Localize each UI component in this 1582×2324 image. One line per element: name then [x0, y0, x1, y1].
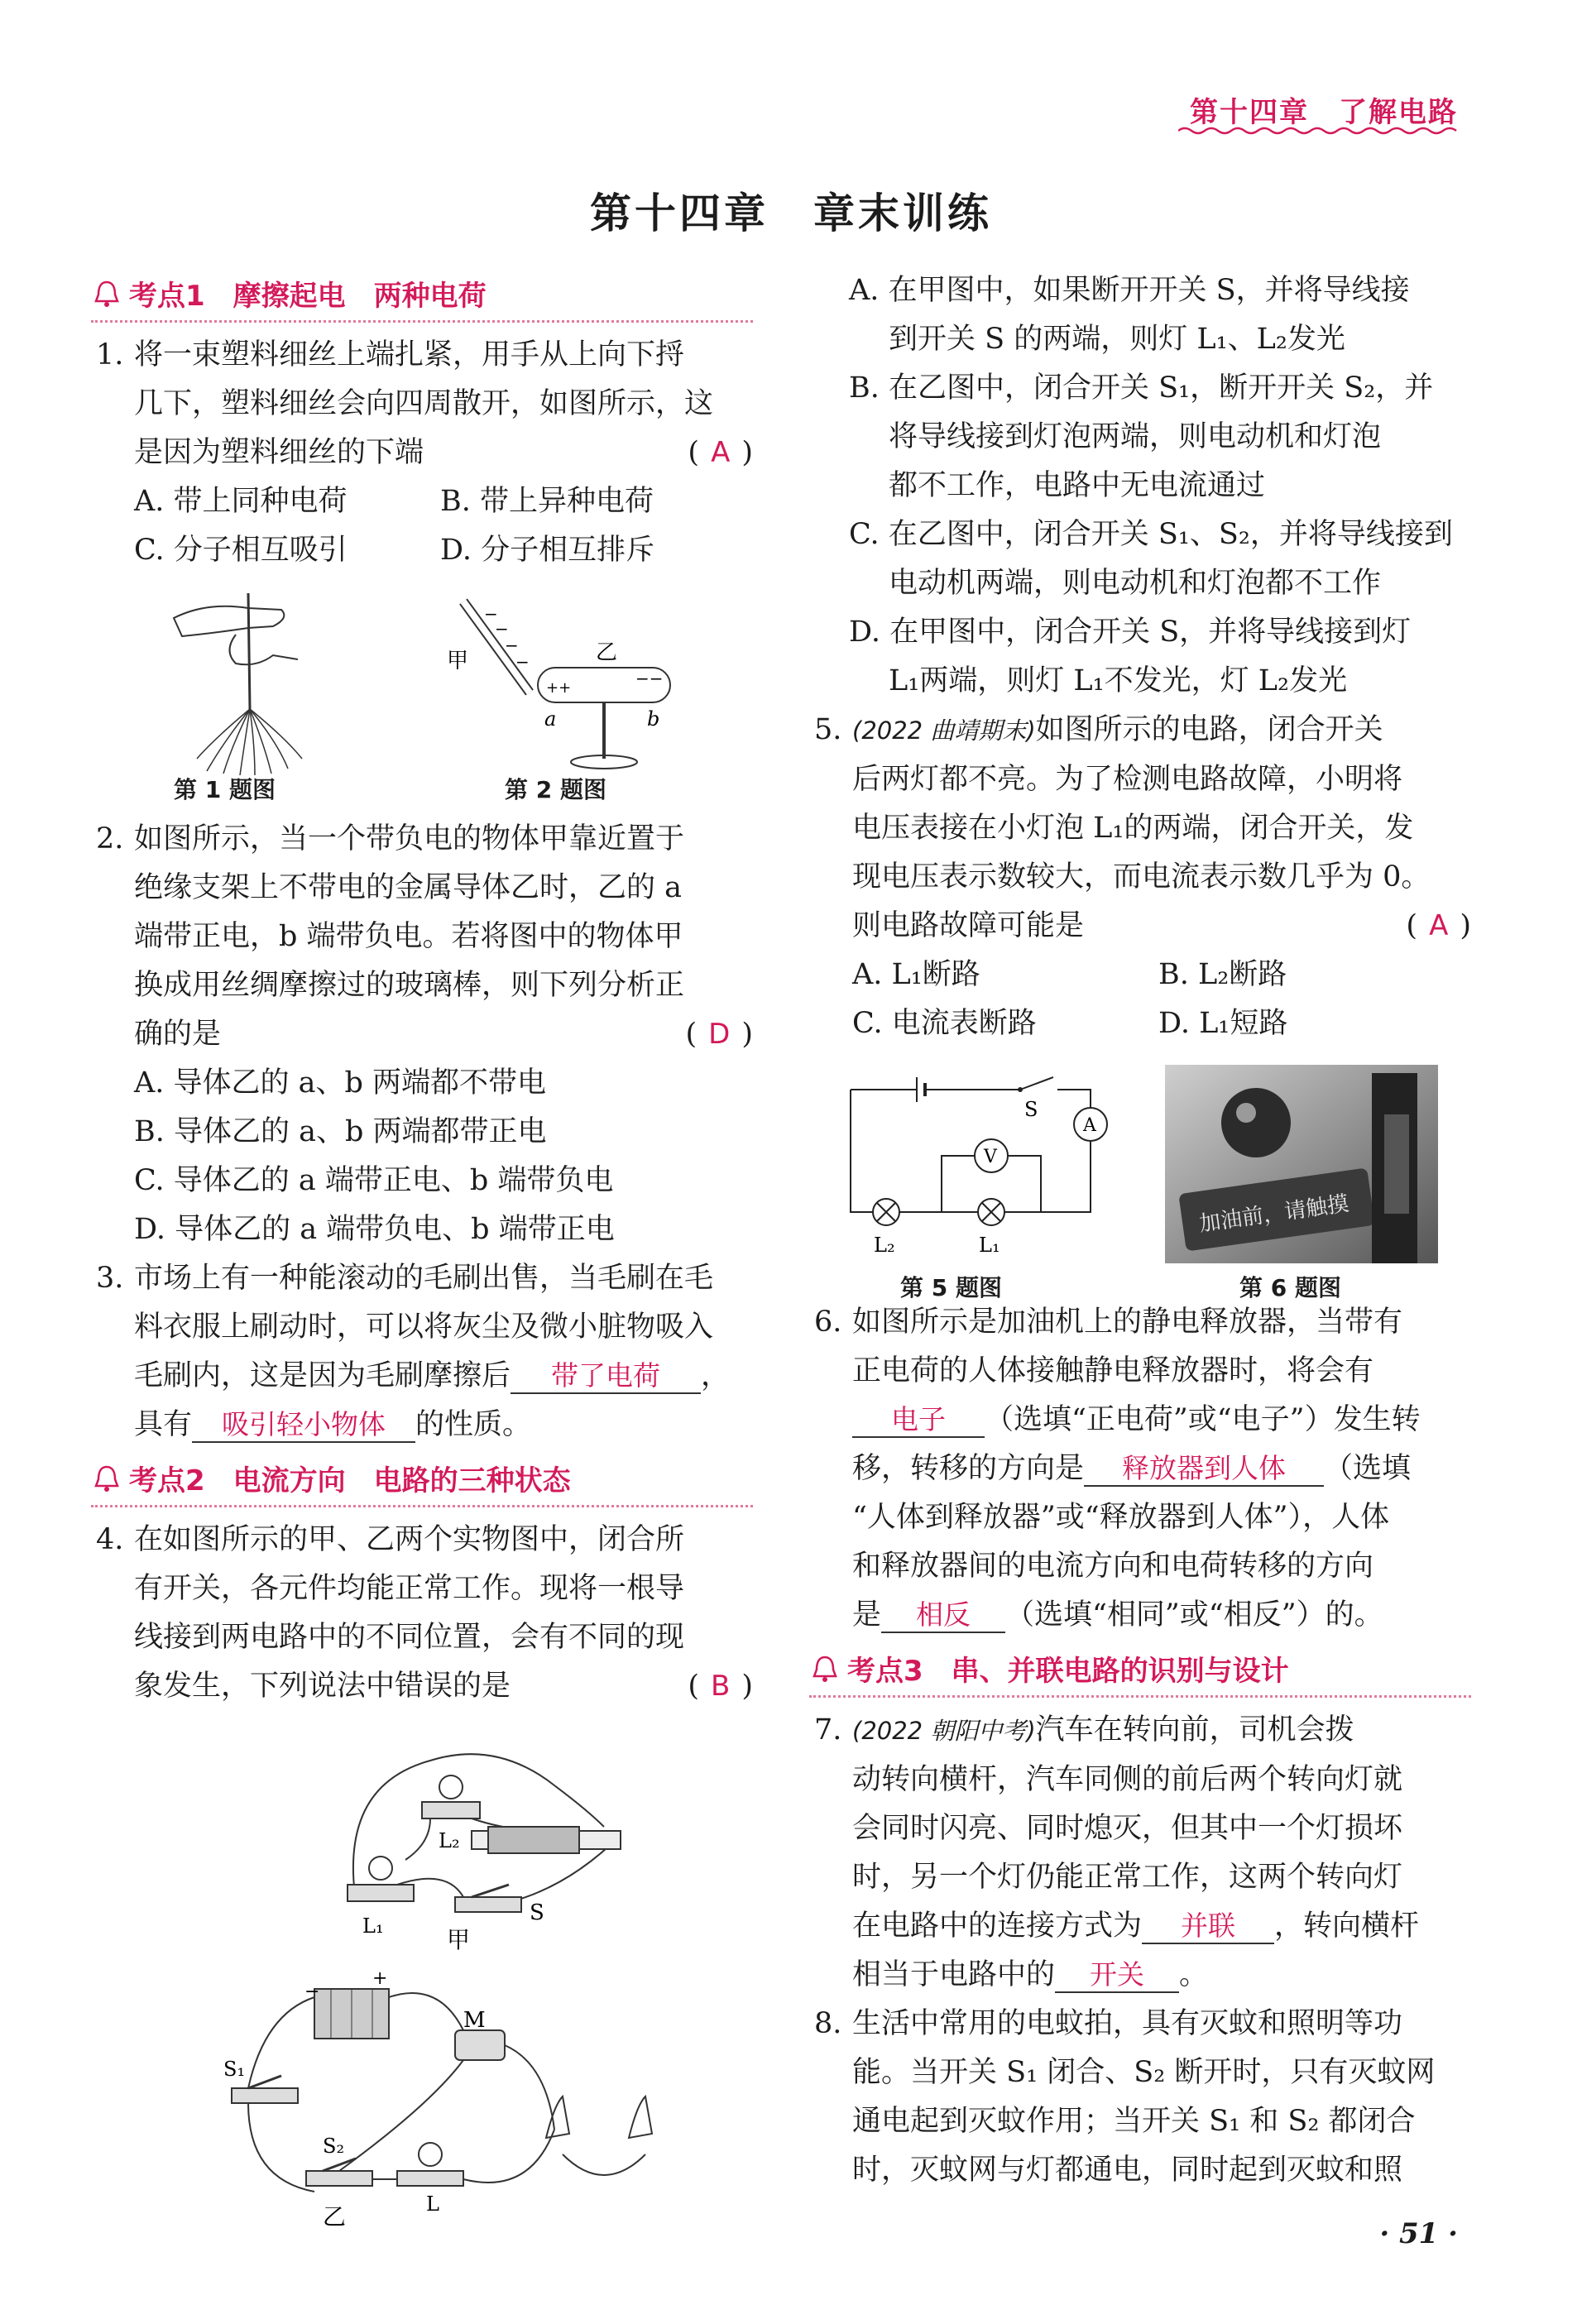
option-b: B. 导体乙的 a、b 两端都带正电: [134, 1115, 547, 1148]
answer-blank: 并联: [1142, 1910, 1274, 1944]
answer-blank: 释放器到人体: [1084, 1452, 1324, 1487]
question-text: 在如图所示的甲、乙两个实物图中，闭合所: [134, 1523, 685, 1556]
svg-text:−: −: [495, 619, 509, 639]
question-text: 电压表接在小灯泡 L₁的两端，闭合开关，发: [852, 812, 1414, 845]
question-text: 汽车在转向前，司机会拨: [1035, 1713, 1354, 1747]
answer-value: A: [711, 436, 731, 469]
option-b-line2: 将导线接到灯泡两端，则电动机和灯泡: [889, 420, 1382, 453]
question-source: (2022 朝阳中考): [852, 1717, 1036, 1745]
option-d: D. 分子相互排斥: [440, 534, 655, 567]
question-text: 正电荷的人体接触静电释放器时，将会有: [852, 1354, 1374, 1387]
question-number: 2.: [96, 822, 124, 855]
answer-value: A: [1429, 909, 1449, 942]
question-text: 端带正电，b 端带负电。若将图中的物体甲: [134, 920, 683, 953]
label-S2: S₂: [323, 2135, 345, 2158]
header-wave-decoration: [1178, 126, 1460, 136]
option-d-line1: D. 在甲图中，闭合开关 S，并将导线接到灯: [849, 616, 1412, 649]
question-text: 相当于电路中的: [852, 1958, 1056, 1991]
question-text: 移，转移的方向是: [852, 1452, 1085, 1485]
question-text: 几下，塑料细丝会向四周散开，如图所示，这: [134, 387, 714, 420]
question-text: 将一束塑料细丝上端扎紧，用手从上向下捋: [134, 338, 685, 371]
question-text: 。: [1179, 1958, 1209, 1991]
question-5: [809, 706, 1471, 951]
question-number: 3.: [96, 1262, 124, 1295]
answer-bracket: ( A ): [688, 436, 753, 469]
right-column: [809, 266, 1471, 2195]
question-text: （选填“正电荷”或“电子”）发生转: [985, 1403, 1421, 1436]
figure-caption: 第 1 题图: [174, 776, 276, 803]
question-8: [809, 2000, 1471, 2195]
question-text: ，: [701, 1359, 731, 1392]
bell-icon: [94, 280, 119, 308]
question-text: 和释放器间的电流方向和电荷转移的方向: [852, 1550, 1374, 1583]
question-text: 是: [852, 1598, 882, 1632]
option-b: B. 带上异种电荷: [440, 485, 654, 518]
question-text: 如图所示，当一个带负电的物体甲靠近置于: [134, 822, 685, 855]
question-number: 8.: [814, 2007, 842, 2040]
question-number: 7.: [814, 1713, 842, 1747]
label-a: a: [544, 707, 557, 731]
figure-row-q1-q2: [91, 585, 753, 808]
option-a-line2: 到开关 S 的两端，则灯 L₁、L₂发光: [889, 323, 1345, 356]
question-text: 如图所示的电路，闭合开关: [1035, 713, 1383, 746]
question-text: 绝缘支架上不带电的金属导体乙时，乙的 a: [134, 871, 682, 904]
label-yi: 乙: [596, 640, 618, 665]
option-a: A. 带上同种电荷: [134, 485, 348, 518]
label-jia: 甲: [447, 1926, 471, 1951]
left-column: [91, 265, 753, 2229]
label-S: S: [1024, 1098, 1038, 1121]
question-text: 生活中常用的电蚊拍，具有灭蚊和照明等功: [852, 2007, 1403, 2040]
page-number: · 51 ·: [1379, 2217, 1458, 2250]
question-number: 5.: [814, 713, 842, 746]
option-a-line1: A. 在甲图中，如果断开开关 S，并将导线接: [849, 274, 1410, 307]
option-b: B. L₂断路: [1158, 958, 1287, 991]
answer-value: D: [708, 1018, 731, 1051]
question-source: (2022 曲靖期末): [852, 716, 1036, 745]
question-text: “人体到释放器”或“释放器到人体”），人体: [852, 1501, 1390, 1534]
label-b: b: [647, 707, 660, 731]
question-text: 时，另一个灯仍能正常工作，这两个转向灯: [852, 1861, 1403, 1894]
question-text: 动转向横杆，汽车同侧的前后两个转向灯就: [852, 1763, 1403, 1796]
question-text: 能。当开关 S₁ 闭合、S₂ 断开时，只有灭蚊网: [852, 2056, 1436, 2089]
label-S1: S₁: [223, 2058, 246, 2081]
question-text: 会同时闪亮、同时熄灭，但其中一个灯损坏: [852, 1812, 1403, 1845]
question-4: [91, 1516, 753, 1711]
label-L1: L₁: [979, 1234, 1000, 1257]
option-c-line1: C. 在乙图中，闭合开关 S₁、S₂，并将导线接到: [849, 518, 1453, 551]
figure-caption: 第 6 题图: [1239, 1274, 1341, 1301]
svg-text:+: +: [372, 1968, 388, 1989]
section-heading-text: 考点1 摩擦起电 两种电荷: [129, 280, 487, 313]
answer-blank: 带了电荷: [511, 1359, 701, 1394]
answer-bracket: ( D ): [685, 1018, 753, 1051]
answer-bracket: ( B ): [688, 1670, 753, 1703]
question-text: 后两灯都不亮。为了检测电路故障，小明将: [852, 763, 1403, 796]
option-a: A. L₁断路: [852, 958, 980, 991]
figure-caption: 第 5 题图: [900, 1274, 1002, 1301]
label-M: M: [463, 2008, 486, 2033]
figure-photo-static-discharger: [1165, 1065, 1438, 1263]
figure-circuit-yi: [215, 1964, 728, 2229]
option-d: D. L₁短路: [1158, 1007, 1288, 1040]
question-2: [91, 815, 753, 1059]
answer-blank: 开关: [1055, 1958, 1179, 1993]
page-title: 第十四章 章末训练: [590, 189, 992, 237]
section-heading-3: [809, 1645, 1471, 1698]
question-text: ，转向横杆: [1274, 1910, 1420, 1943]
figure-row-q5-q6: [809, 1058, 1471, 1301]
question-text: 具有: [134, 1408, 193, 1441]
question-6: [809, 1298, 1471, 1640]
answer-blank: 吸引轻小物体: [192, 1408, 415, 1443]
label-V: V: [984, 1147, 997, 1167]
question-text: （选填: [1324, 1452, 1412, 1485]
figure-plastic-strands: [157, 585, 339, 775]
figure-caption: 第 2 题图: [505, 776, 606, 803]
label-S: S: [530, 1900, 544, 1925]
label-L2: L₂: [874, 1234, 895, 1257]
figure-circuit-q5: [842, 1065, 1157, 1272]
label-L1: L₁: [362, 1914, 384, 1938]
answer-blank: 电子: [852, 1403, 985, 1438]
label-L: L: [426, 2192, 439, 2216]
question-number: 1.: [96, 338, 124, 371]
question-text: 换成用丝绸摩擦过的玻璃棒，则下列分析正: [134, 969, 685, 1002]
bell-icon: [813, 1655, 837, 1683]
figure-circuit-jia: [306, 1736, 654, 1951]
svg-text:−: −: [505, 635, 519, 655]
label-jia: 甲: [447, 649, 469, 673]
section-heading-text: 考点2 电流方向 电路的三种状态: [129, 1464, 571, 1497]
options-q5: [852, 951, 1471, 1048]
question-7: [809, 1706, 1471, 2000]
figure-charged-conductor: [439, 585, 712, 783]
question-number: 6.: [814, 1306, 842, 1339]
svg-text:++: ++: [546, 679, 572, 697]
svg-text:−−: −−: [635, 668, 664, 688]
photo-sign-text: 加油前，请触摸: [1197, 1191, 1350, 1238]
option-c: C. 电流表断路: [852, 1007, 1037, 1040]
question-text: 确的是: [134, 1018, 222, 1051]
option-d: D. 导体乙的 a 端带负电、b 端带正电: [134, 1213, 615, 1246]
label-A: A: [1083, 1115, 1096, 1136]
label-L2: L₂: [439, 1829, 460, 1852]
question-text: 市场上有一种能滚动的毛刷出售，当毛刷在毛: [134, 1262, 714, 1295]
option-c-line2: 电动机两端，则电动机和灯泡都不工作: [889, 567, 1382, 600]
question-text: 料衣服上刷动时，可以将灰尘及微小脏物吸入: [134, 1311, 714, 1344]
option-d-line2: L₁两端，则灯 L₁不发光，灯 L₂发光: [889, 664, 1348, 697]
question-number: 4.: [96, 1523, 124, 1556]
question-text: 象发生，下列说法中错误的是: [134, 1670, 511, 1703]
option-b-line1: B. 在乙图中，闭合开关 S₁，断开开关 S₂，并: [849, 371, 1434, 405]
svg-text:−: −: [304, 1981, 320, 2002]
chapter-header: 第十四章 了解电路: [1190, 96, 1458, 129]
options-q1: [134, 477, 753, 575]
answer-blank: 相反: [881, 1598, 1005, 1633]
question-3: [91, 1254, 753, 1450]
bell-icon: [94, 1464, 119, 1493]
question-text: 现电压表示数较大，而电流表示数几乎为 0。: [852, 860, 1431, 894]
question-text: 时，灭蚊网与灯都通电，同时起到灭蚊和照: [852, 2154, 1403, 2187]
option-c: C. 导体乙的 a 端带正电、b 端带负电: [134, 1164, 614, 1197]
svg-text:−: −: [484, 604, 498, 624]
option-a: A. 导体乙的 a、b 两端都不带电: [134, 1066, 547, 1100]
question-text: （选填“相同”或“相反”）的。: [1005, 1598, 1383, 1632]
question-text: 则电路故障可能是: [852, 909, 1085, 942]
question-1: [91, 331, 753, 477]
section-heading-text: 考点3 串、并联电路的识别与设计: [847, 1655, 1289, 1688]
question-text: 线接到两电路中的不同位置，会有不同的现: [134, 1621, 685, 1654]
question-text: 有开关，各元件均能正常工作。现将一根导: [134, 1572, 685, 1605]
option-c: C. 分子相互吸引: [134, 534, 348, 567]
option-b-line3: 都不工作，电路中无电流通过: [889, 469, 1266, 502]
question-text: 如图所示是加油机上的静电释放器，当带有: [852, 1306, 1403, 1339]
question-text: 是因为塑料细丝的下端: [134, 436, 424, 469]
answer-value: B: [711, 1670, 731, 1703]
answer-bracket: ( A ): [1406, 909, 1471, 942]
question-text: 通电起到灭蚊作用；当开关 S₁ 和 S₂ 都闭合: [852, 2105, 1416, 2138]
question-text: 毛刷内，这是因为毛刷摩擦后: [134, 1359, 511, 1392]
svg-text:−: −: [515, 652, 530, 672]
question-text: 在电路中的连接方式为: [852, 1910, 1143, 1943]
question-text: 的性质。: [415, 1408, 532, 1441]
section-heading-1: [91, 270, 753, 323]
label-yi: 乙: [323, 2203, 347, 2229]
section-heading-2: [91, 1454, 753, 1507]
